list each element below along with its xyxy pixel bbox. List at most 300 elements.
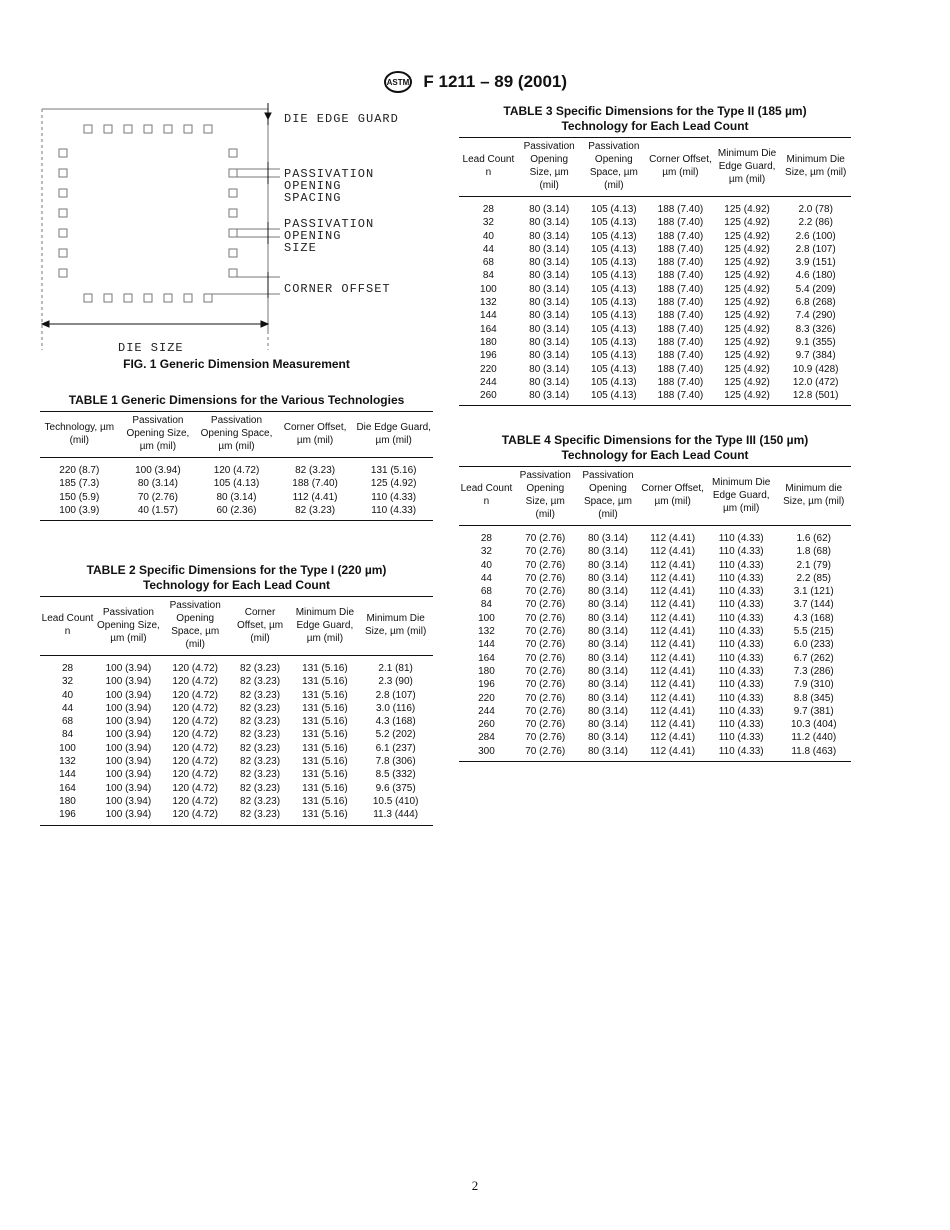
table-cell: 112 (4.41) bbox=[650, 612, 696, 624]
table-row bbox=[459, 598, 851, 611]
table-row bbox=[40, 742, 433, 755]
table-row bbox=[40, 689, 433, 702]
table-cell: 188 (7.40) bbox=[657, 243, 704, 255]
table-cell: 110 (4.33) bbox=[718, 732, 764, 744]
table-row bbox=[459, 243, 851, 256]
table-2-header: Corner Offset, µm (mil) bbox=[229, 597, 292, 656]
table-cell: 110 (4.33) bbox=[718, 719, 764, 731]
table-cell: 82 (3.23) bbox=[240, 782, 281, 794]
table-cell: 80 (3.14) bbox=[587, 599, 628, 611]
table-cell: 112 (4.41) bbox=[650, 626, 696, 638]
table-cell: 220 (8.7) bbox=[59, 465, 100, 476]
table-cell: 131 (5.16) bbox=[302, 716, 348, 728]
table-cell: 300 bbox=[478, 745, 495, 757]
table-cell: 11.2 (440) bbox=[791, 732, 837, 744]
table-cell: 112 (4.41) bbox=[650, 665, 696, 677]
table-cell: 188 (7.40) bbox=[657, 336, 704, 348]
table-cell: 120 (4.72) bbox=[172, 702, 218, 714]
table-row bbox=[40, 795, 433, 808]
table-4-header: Passivation Opening Space, µm (mil) bbox=[577, 467, 640, 526]
table-cell: 131 (5.16) bbox=[302, 795, 348, 807]
table-row bbox=[459, 545, 851, 558]
table-cell: 80 (3.14) bbox=[529, 217, 570, 229]
table-cell: 80 (3.14) bbox=[529, 350, 570, 362]
table-3-header: Lead Count n bbox=[459, 138, 518, 197]
table-cell: 80 (3.14) bbox=[587, 572, 628, 584]
table-cell: 110 (4.33) bbox=[371, 504, 417, 516]
table-cell: 84 bbox=[61, 729, 74, 741]
table-cell: 112 (4.41) bbox=[650, 679, 696, 691]
table-cell: 131 (5.16) bbox=[302, 742, 348, 754]
table-cell: 70 (2.76) bbox=[525, 546, 566, 558]
table-cell: 112 (4.41) bbox=[292, 491, 338, 503]
table-cell: 80 (3.14) bbox=[587, 705, 628, 717]
table-cell: 3.9 (151) bbox=[795, 257, 836, 269]
table-cell: 80 (3.14) bbox=[529, 310, 570, 322]
table-cell: 120 (4.72) bbox=[172, 769, 218, 781]
table-cell: 80 (3.14) bbox=[587, 639, 628, 651]
table-cell: 100 (3.94) bbox=[105, 676, 152, 688]
table-row bbox=[40, 755, 433, 768]
table-row bbox=[459, 197, 851, 217]
table-cell: 105 (4.13) bbox=[591, 390, 637, 402]
table-cell: 82 (3.23) bbox=[240, 663, 281, 674]
table-row bbox=[459, 230, 851, 243]
table-row bbox=[459, 612, 851, 625]
table-cell: 125 (4.92) bbox=[724, 217, 770, 229]
table-1-header: Passivation Opening Space, µm (mil) bbox=[197, 412, 276, 458]
table-cell: 188 (7.40) bbox=[657, 283, 704, 295]
table-row bbox=[459, 336, 851, 349]
table-2-grid bbox=[40, 596, 433, 826]
table-cell: 68 bbox=[482, 257, 494, 269]
table-cell: 2.8 (107) bbox=[795, 243, 836, 255]
table-row bbox=[40, 477, 433, 490]
table-cell: 7.8 (306) bbox=[375, 756, 416, 768]
table-2-header: Minimum Die Edge Guard, µm (mil) bbox=[291, 597, 358, 656]
table-cell: 1.8 (68) bbox=[796, 546, 831, 558]
table-cell: 2.1 (81) bbox=[378, 663, 413, 674]
table-row bbox=[459, 745, 851, 762]
table-cell: 132 bbox=[480, 297, 497, 309]
table-row bbox=[40, 458, 433, 478]
table-cell: 132 bbox=[59, 756, 76, 768]
table-cell: 28 bbox=[480, 533, 492, 544]
table-cell: 68 bbox=[61, 716, 74, 728]
table-4-header-row bbox=[459, 467, 851, 526]
table-cell: 105 (4.13) bbox=[591, 310, 637, 322]
table-cell: 84 bbox=[480, 599, 492, 611]
table-cell: 110 (4.33) bbox=[718, 692, 764, 704]
table-cell: 80 (3.14) bbox=[529, 297, 570, 309]
table-row bbox=[459, 692, 851, 705]
table-cell: 112 (4.41) bbox=[650, 705, 696, 717]
table-cell: 196 bbox=[480, 350, 497, 362]
table-row bbox=[459, 349, 851, 362]
table-cell: 105 (4.13) bbox=[591, 297, 637, 309]
table-cell: 82 (3.23) bbox=[240, 689, 281, 701]
table-cell: 32 bbox=[61, 676, 74, 688]
table-cell: 28 bbox=[482, 204, 494, 215]
astm-logo-icon bbox=[383, 70, 413, 94]
table-row bbox=[459, 216, 851, 229]
table-3-title-line-1: TABLE 3 Specific Dimensions for the Type II (185 µm) bbox=[503, 104, 807, 118]
table-cell: 6.7 (262) bbox=[793, 652, 834, 664]
table-cell: 80 (3.14) bbox=[587, 665, 628, 677]
table-cell: 120 (4.72) bbox=[172, 756, 218, 768]
table-cell: 5.4 (209) bbox=[795, 283, 836, 295]
table-cell: 8.3 (326) bbox=[795, 323, 836, 335]
table-cell: 110 (4.33) bbox=[718, 533, 764, 544]
table-cell: 82 (3.23) bbox=[240, 795, 281, 807]
table-cell: 100 bbox=[59, 742, 76, 754]
table-cell: 1.6 (62) bbox=[796, 533, 831, 544]
table-cell: 180 bbox=[480, 336, 497, 348]
table-cell: 80 (3.14) bbox=[529, 243, 570, 255]
table-cell: 80 (3.14) bbox=[587, 546, 628, 558]
table-cell: 40 bbox=[480, 559, 492, 571]
table-cell: 131 (5.16) bbox=[302, 756, 348, 768]
table-cell: 105 (4.13) bbox=[591, 376, 637, 388]
table-row bbox=[459, 665, 851, 678]
table-cell: 70 (2.76) bbox=[525, 572, 566, 584]
table-cell: 2.2 (85) bbox=[796, 572, 831, 584]
table-cell: 70 (2.76) bbox=[525, 732, 566, 744]
table-cell: 11.8 (463) bbox=[791, 745, 837, 757]
table-1-header-row bbox=[40, 412, 433, 458]
table-cell: 80 (3.14) bbox=[529, 363, 570, 375]
table-cell: 112 (4.41) bbox=[650, 572, 696, 584]
table-cell: 125 (4.92) bbox=[724, 323, 770, 335]
table-row bbox=[40, 715, 433, 728]
table-cell: 112 (4.41) bbox=[650, 559, 696, 571]
table-cell: 80 (3.14) bbox=[137, 478, 178, 490]
table-4-header: Passivation Opening Size, µm (mil) bbox=[514, 467, 577, 526]
table-cell: 10.3 (404) bbox=[790, 719, 837, 731]
table-row bbox=[40, 782, 433, 795]
passivation-size-label-3: SIZE bbox=[284, 241, 317, 255]
table-cell: 110 (4.33) bbox=[718, 745, 764, 757]
table-cell: 125 (4.92) bbox=[724, 243, 770, 255]
table-cell: 125 (4.92) bbox=[724, 376, 770, 388]
table-cell: 80 (3.14) bbox=[529, 283, 570, 295]
table-cell: 100 (3.94) bbox=[105, 729, 152, 741]
table-row bbox=[459, 283, 851, 296]
table-cell: 12.8 (501) bbox=[792, 390, 839, 402]
table-cell: 80 (3.14) bbox=[587, 745, 628, 757]
table-3 bbox=[459, 104, 851, 406]
table-cell: 80 (3.14) bbox=[529, 323, 570, 335]
table-cell: 125 (4.92) bbox=[724, 257, 770, 269]
table-cell: 188 (7.40) bbox=[657, 230, 704, 242]
table-cell: 244 bbox=[478, 705, 495, 717]
table-cell: 100 (3.94) bbox=[105, 809, 152, 821]
passivation-spacing-label-2: OPENING bbox=[284, 179, 342, 193]
table-cell: 131 (5.16) bbox=[302, 809, 348, 821]
table-3-grid bbox=[459, 137, 851, 406]
table-cell: 120 (4.72) bbox=[172, 809, 218, 821]
table-cell: 110 (4.33) bbox=[718, 679, 764, 691]
table-1-title: TABLE 1 Generic Dimensions for the Various Technologies bbox=[68, 393, 405, 407]
table-cell: 131 (5.16) bbox=[302, 663, 348, 674]
table-cell: 32 bbox=[480, 546, 492, 558]
table-4-header: Minimum Die Edge Guard, µm (mil) bbox=[706, 467, 777, 526]
table-cell: 40 (1.57) bbox=[137, 504, 178, 516]
table-cell: 125 (4.92) bbox=[724, 204, 770, 215]
table-cell: 70 (2.76) bbox=[525, 533, 566, 544]
table-cell: 110 (4.33) bbox=[371, 491, 417, 503]
table-cell: 82 (3.23) bbox=[295, 465, 336, 476]
table-cell: 2.2 (86) bbox=[798, 217, 833, 229]
table-4-header: Minimum die Size, µm (mil) bbox=[776, 467, 851, 526]
table-cell: 120 (4.72) bbox=[172, 795, 218, 807]
table-2-title-line-2: Technology for Each Lead Count bbox=[142, 578, 331, 592]
table-cell: 112 (4.41) bbox=[650, 652, 696, 664]
table-cell: 70 (2.76) bbox=[137, 491, 178, 503]
table-4-grid bbox=[459, 466, 851, 762]
table-cell: 125 (4.92) bbox=[724, 350, 770, 362]
table-cell: 70 (2.76) bbox=[525, 639, 566, 651]
table-2-header: Passivation Opening Size, µm (mil) bbox=[95, 597, 162, 656]
table-cell: 7.3 (286) bbox=[793, 665, 834, 677]
table-cell: 125 (4.92) bbox=[724, 390, 770, 402]
table-cell: 80 (3.14) bbox=[529, 376, 570, 388]
table-row bbox=[40, 808, 433, 825]
table-cell: 2.6 (100) bbox=[795, 230, 836, 242]
table-cell: 125 (4.92) bbox=[370, 478, 417, 490]
table-cell: 70 (2.76) bbox=[525, 559, 566, 571]
table-row bbox=[459, 572, 851, 585]
table-cell: 100 (3.94) bbox=[105, 782, 152, 794]
table-cell: 80 (3.14) bbox=[587, 679, 628, 691]
table-3-header: Minimum Die Edge Guard, µm (mil) bbox=[714, 138, 781, 197]
table-cell: 188 (7.40) bbox=[657, 363, 704, 375]
table-cell: 7.9 (310) bbox=[793, 679, 834, 691]
table-cell: 188 (7.40) bbox=[657, 204, 704, 215]
table-cell: 2.0 (78) bbox=[798, 204, 833, 215]
table-cell: 9.7 (384) bbox=[795, 350, 836, 362]
table-row bbox=[459, 363, 851, 376]
table-cell: 244 bbox=[480, 376, 497, 388]
table-cell: 112 (4.41) bbox=[650, 639, 696, 651]
table-cell: 105 (4.13) bbox=[591, 204, 637, 215]
table-cell: 44 bbox=[480, 572, 492, 584]
table-row bbox=[459, 256, 851, 269]
table-cell: 120 (4.72) bbox=[172, 729, 218, 741]
table-cell: 100 (3.94) bbox=[105, 756, 152, 768]
table-cell: 82 (3.23) bbox=[240, 702, 281, 714]
table-cell: 131 (5.16) bbox=[302, 702, 348, 714]
table-cell: 180 bbox=[59, 795, 76, 807]
table-cell: 70 (2.76) bbox=[525, 692, 566, 704]
table-cell: 70 (2.76) bbox=[525, 586, 566, 598]
table-cell: 68 bbox=[480, 586, 492, 598]
table-cell: 100 (3.9) bbox=[59, 504, 100, 516]
table-row bbox=[459, 269, 851, 282]
table-cell: 112 (4.41) bbox=[650, 599, 696, 611]
table-cell: 70 (2.76) bbox=[525, 626, 566, 638]
table-row bbox=[459, 625, 851, 638]
table-cell: 188 (7.40) bbox=[657, 390, 704, 402]
table-cell: 44 bbox=[61, 702, 74, 714]
table-1-header: Corner Offset, µm (mil) bbox=[276, 412, 355, 458]
table-cell: 80 (3.14) bbox=[587, 692, 628, 704]
table-cell: 105 (4.13) bbox=[591, 283, 637, 295]
table-cell: 40 bbox=[61, 689, 74, 701]
table-cell: 4.3 (168) bbox=[793, 612, 834, 624]
table-cell: 82 (3.23) bbox=[240, 756, 281, 768]
table-cell: 100 (3.94) bbox=[105, 702, 152, 714]
table-cell: 110 (4.33) bbox=[718, 652, 764, 664]
table-cell: 120 (4.72) bbox=[172, 676, 218, 688]
passivation-size-label-2: OPENING bbox=[284, 229, 342, 243]
table-cell: 220 bbox=[478, 692, 495, 704]
table-cell: 70 (2.76) bbox=[525, 719, 566, 731]
table-cell: 125 (4.92) bbox=[724, 363, 770, 375]
table-cell: 260 bbox=[480, 390, 497, 402]
table-1-header: Technology, µm (mil) bbox=[40, 412, 119, 458]
table-cell: 125 (4.92) bbox=[724, 297, 770, 309]
table-cell: 105 (4.13) bbox=[591, 243, 637, 255]
table-cell: 32 bbox=[482, 217, 494, 229]
table-1-header: Passivation Opening Size, µm (mil) bbox=[119, 412, 198, 458]
table-cell: 60 (2.36) bbox=[216, 504, 257, 516]
corner-offset-label: CORNER OFFSET bbox=[284, 282, 391, 296]
table-4-header: Lead Count n bbox=[459, 467, 514, 526]
table-row bbox=[459, 323, 851, 336]
table-cell: 180 bbox=[478, 665, 495, 677]
table-row bbox=[40, 728, 433, 741]
table-cell: 112 (4.41) bbox=[650, 692, 696, 704]
table-cell: 28 bbox=[61, 663, 74, 674]
table-row bbox=[459, 376, 851, 389]
table-cell: 100 bbox=[480, 283, 497, 295]
table-cell: 144 bbox=[59, 769, 76, 781]
table-cell: 82 (3.23) bbox=[240, 676, 281, 688]
table-cell: 100 (3.94) bbox=[105, 769, 152, 781]
table-cell: 125 (4.92) bbox=[724, 336, 770, 348]
table-cell: 10.5 (410) bbox=[372, 795, 419, 807]
table-cell: 7.4 (290) bbox=[795, 310, 836, 322]
table-row bbox=[459, 718, 851, 731]
table-cell: 80 (3.14) bbox=[587, 612, 628, 624]
page-number: 2 bbox=[471, 1178, 479, 1193]
table-4-title-line-1: TABLE 4 Specific Dimensions for the Type III (150 µm) bbox=[501, 433, 809, 447]
table-cell: 82 (3.23) bbox=[240, 809, 281, 821]
table-cell: 120 (4.72) bbox=[172, 782, 218, 794]
table-cell: 105 (4.13) bbox=[591, 363, 637, 375]
table-row bbox=[459, 585, 851, 598]
table-3-header: Passivation Opening Space, µm (mil) bbox=[581, 138, 648, 197]
table-row bbox=[459, 309, 851, 322]
table-cell: 110 (4.33) bbox=[718, 612, 764, 624]
table-cell: 80 (3.14) bbox=[529, 390, 570, 402]
table-cell: 105 (4.13) bbox=[591, 336, 637, 348]
table-cell: 110 (4.33) bbox=[718, 665, 764, 677]
table-cell: 80 (3.14) bbox=[587, 652, 628, 664]
table-cell: 11.3 (444) bbox=[373, 809, 419, 821]
table-2-header: Minimum Die Size, µm (mil) bbox=[358, 597, 433, 656]
table-cell: 112 (4.41) bbox=[650, 732, 696, 744]
table-cell: 8.5 (332) bbox=[375, 769, 416, 781]
table-cell: 105 (4.13) bbox=[591, 217, 637, 229]
table-row bbox=[40, 491, 433, 504]
table-cell: 144 bbox=[480, 310, 497, 322]
table-cell: 82 (3.23) bbox=[240, 716, 281, 728]
figure-1 bbox=[40, 102, 440, 362]
table-cell: 112 (4.41) bbox=[650, 719, 696, 731]
table-cell: 188 (7.40) bbox=[657, 310, 704, 322]
table-2-header: Passivation Opening Space, µm (mil) bbox=[162, 597, 229, 656]
table-cell: 131 (5.16) bbox=[302, 689, 348, 701]
table-cell: 188 (7.40) bbox=[657, 350, 704, 362]
table-cell: 110 (4.33) bbox=[718, 572, 764, 584]
table-cell: 125 (4.92) bbox=[724, 270, 770, 282]
table-cell: 125 (4.92) bbox=[724, 230, 770, 242]
page-header bbox=[0, 70, 950, 94]
table-2 bbox=[40, 563, 433, 826]
table-cell: 131 (5.16) bbox=[302, 782, 348, 794]
table-row bbox=[40, 504, 433, 521]
die-size-label: DIE SIZE bbox=[118, 341, 184, 355]
table-cell: 5.2 (202) bbox=[375, 729, 416, 741]
table-cell: 2.8 (107) bbox=[375, 689, 416, 701]
table-cell: 105 (4.13) bbox=[591, 323, 637, 335]
table-cell: 6.0 (233) bbox=[793, 639, 834, 651]
table-cell: 80 (3.14) bbox=[587, 559, 628, 571]
table-cell: 3.1 (121) bbox=[793, 586, 834, 598]
table-3-header: Minimum Die Size, µm (mil) bbox=[780, 138, 851, 197]
table-cell: 100 bbox=[478, 612, 495, 624]
table-cell: 120 (4.72) bbox=[172, 742, 218, 754]
table-cell: 120 (4.72) bbox=[172, 716, 218, 728]
table-cell: 105 (4.13) bbox=[591, 270, 637, 282]
table-1-grid bbox=[40, 411, 433, 521]
table-cell: 105 (4.13) bbox=[591, 257, 637, 269]
table-cell: 6.1 (237) bbox=[375, 742, 416, 754]
table-cell: 110 (4.33) bbox=[718, 626, 764, 638]
table-cell: 80 (3.14) bbox=[587, 719, 628, 731]
table-row bbox=[459, 526, 851, 546]
table-row bbox=[40, 768, 433, 781]
table-cell: 9.7 (381) bbox=[793, 705, 834, 717]
table-cell: 70 (2.76) bbox=[525, 705, 566, 717]
table-row bbox=[459, 559, 851, 572]
table-cell: 4.3 (168) bbox=[375, 716, 416, 728]
table-cell: 10.9 (428) bbox=[792, 363, 839, 375]
table-row bbox=[459, 731, 851, 744]
table-cell: 125 (4.92) bbox=[724, 310, 770, 322]
table-cell: 70 (2.76) bbox=[525, 652, 566, 664]
table-row bbox=[459, 678, 851, 691]
table-row bbox=[40, 656, 433, 676]
svg-text:ASTM: ASTM bbox=[386, 78, 410, 87]
table-cell: 112 (4.41) bbox=[650, 546, 696, 558]
die-edge-guard-label: DIE EDGE GUARD bbox=[284, 112, 399, 126]
table-cell: 105 (4.13) bbox=[213, 478, 260, 490]
passivation-spacing-label-3: SPACING bbox=[284, 191, 342, 205]
table-cell: 105 (4.13) bbox=[591, 230, 637, 242]
table-cell: 110 (4.33) bbox=[718, 559, 764, 571]
table-cell: 164 bbox=[478, 652, 495, 664]
table-3-header: Corner Offset, µm (mil) bbox=[647, 138, 714, 197]
table-cell: 131 (5.16) bbox=[302, 769, 348, 781]
table-cell: 80 (3.14) bbox=[587, 586, 628, 598]
table-cell: 3.7 (144) bbox=[793, 599, 834, 611]
table-cell: 260 bbox=[478, 719, 495, 731]
table-cell: 125 (4.92) bbox=[724, 283, 770, 295]
die-dimension-diagram bbox=[40, 102, 440, 364]
